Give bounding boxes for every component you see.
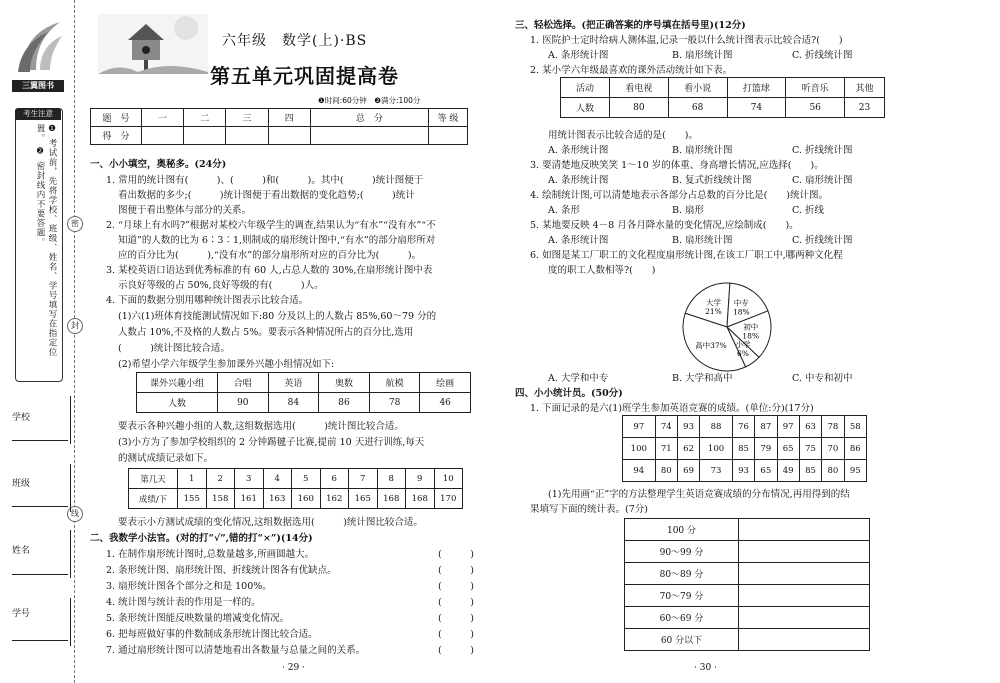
table-cell: 87 [755,416,777,438]
table-cell: 75 [799,438,821,460]
judge-item: 6. 把每班做好事的件数制成条形统计图比较合适。 [106,629,318,640]
choice-option: B. 扇形统计图 [672,50,733,61]
question-4-3-text: 要表示小方测试成绩的变化情况,这组数据选用( )统计图比较合适。 [118,517,423,528]
choice-option: B. 复式折线统计图 [672,175,752,186]
pie-slice-label: 小学 6% [735,340,751,359]
education-pie-chart [672,280,782,374]
table-cell: 161 [235,489,264,509]
judge-answer-paren[interactable]: ( ) [438,565,474,576]
choice-option: B. 扇形统计图 [672,235,733,246]
table-cell: 70～79 分 [625,585,739,607]
judge-answer-paren[interactable]: ( ) [438,645,474,656]
pie-slice-label: 中专 18% [732,298,750,317]
table-cell: 23 [845,98,885,118]
stats-question-1-text: 1. 下面记录的是六(1)班学生参加英语竞赛的成绩。(单位:分)(17分) [530,403,814,414]
table-cell: 74 [727,98,786,118]
choice-option: A. 条形统计图 [548,175,609,186]
question-4-2-text: 要表示各种兴趣小组的人数,这组数据选用( )统计图比较合适。 [118,421,404,432]
table-cell: 100 分 [625,519,739,541]
choice-6-text: 度的职工人数相等?( ) [548,265,656,276]
score-header-cell: 总 分 [310,109,428,127]
table-cell: 163 [263,489,292,509]
table-header-cell: 打篮球 [727,78,786,98]
student-id-label: 学号 [12,609,31,619]
notice-title: 考生注意 [15,108,61,120]
table-cell: 84 [268,393,319,413]
table-row [625,541,870,563]
question-4-1-text: ( )统计图比较合适。 [118,343,230,354]
field-divider [70,396,71,444]
table-header-cell: 8 [377,469,406,489]
stats-question-1-1-text: (1)先用画“正”字的方法整理学生英语竞赛成绩的分布情况,再用得到的结 [548,489,850,500]
question-4-3-text: 的测试成绩记录如下。 [118,453,214,464]
section-2-heading: 二、我数学小法官。(对的打“√”,错的打“×”)(14分) [90,533,313,544]
table-header-cell: 绘画 [420,373,471,393]
table-cell: 80 [655,460,677,482]
choice-option: B. 扇形统计图 [672,145,733,156]
score-cell[interactable] [268,127,310,145]
table-cell: 58 [844,416,866,438]
table-cell: 46 [420,393,471,413]
interest-group-table [136,372,471,413]
question-2-text: 2. “月球上有水吗?”根据对某校六年级学生的调查,结果认为“有水”“没有水”“不 [106,220,436,231]
table-cell: 97 [777,416,799,438]
judge-answer-paren[interactable]: ( ) [438,581,474,592]
table-cell: 71 [655,438,677,460]
question-4-1-text: (1)六(1)班体育技能测试情况如下:80 分及以上的人数占 85%,60～79 分的 [118,311,437,322]
table-cell: 65 [777,438,799,460]
table-cell: 95 [844,460,866,482]
question-4-2-text: (2)希望小学六年级学生参加课外兴趣小组情况如下: [118,359,335,370]
choice-5-text: 5. 某地要反映 4－8 月各月降水量的变化情况,应绘制成( )。 [530,220,799,231]
brand-logo-icon [14,18,64,76]
section-3-heading: 三、轻松选择。(把正确答案的序号填在括号里)(12分) [515,20,746,31]
table-cell: 93 [677,416,699,438]
table-cell: 158 [206,489,235,509]
table-cell: 162 [320,489,349,509]
score-header-cell: 等 级 [429,109,468,127]
question-2-text: 知道”的人数的比为 6∶3∶1,则制成的扇形统计图中,“有水”的部分扇形所对 [118,235,436,246]
question-1-text: 图便于看出整体与部分的关系。 [118,205,252,216]
field-divider [70,598,71,646]
table-header-cell: 航模 [369,373,420,393]
choice-option: C. 折线 [792,205,824,216]
choice-option: C. 中专和初中 [792,373,853,384]
table-cell: 79 [755,438,777,460]
table-row [623,438,867,460]
judge-item: 7. 通过扇形统计图可以清楚地看出各数量与总量之间的关系。 [106,645,366,656]
choice-option: A. 条形统计图 [548,235,609,246]
table-cell: 80～89 分 [625,563,739,585]
table-cell: 88 [700,416,733,438]
pie-slice-label: 高中37% [695,341,727,351]
table-cell: 97 [623,416,656,438]
table-header-cell: 2 [206,469,235,489]
question-2-text: 应的百分比为( ),“没有水”的部分扇形所对应的百分比为( )。 [118,250,422,261]
choice-3-text: 3. 要清楚地反映笑笑 1～10 岁的体重、身高增长情况,应选择( )。 [530,160,824,171]
english-score-grid [622,415,867,482]
section-4-heading: 四、小小统计员。(50分) [515,388,623,399]
school-field[interactable] [12,440,68,441]
stats-question-1-1-text: 果填写下面的统计表。(7分) [530,504,648,515]
answer-cell[interactable] [739,585,870,607]
question-4-1-text: 人数占 10%,不及格的人数占 5%。要表示各种情况所占的百分比,选用 [118,327,414,338]
pie-slice-label: 初中 18% [742,322,760,341]
question-1-text: 看出数据的多少;( )统计图便于看出数据的变化趋势;( )统计 [118,190,415,201]
table-header-cell: 奥数 [319,373,370,393]
table-cell: 76 [732,416,754,438]
page-title: 第五单元巩固提高卷 [210,64,399,88]
table-cell: 74 [655,416,677,438]
table-row [623,460,867,482]
table-cell: 49 [777,460,799,482]
table-cell: 85 [799,460,821,482]
table-header-cell: 英语 [268,373,319,393]
field-divider [70,464,71,512]
table-header-cell: 看小说 [668,78,727,98]
table-cell: 165 [349,489,378,509]
table-header-cell: 其他 [845,78,885,98]
table-cell: 78 [369,393,420,413]
seal-line [74,0,75,683]
table-row [625,563,870,585]
table-row [625,519,870,541]
table-row [625,607,870,629]
table-row [623,416,867,438]
class-label: 班级 [12,479,31,489]
table-header-cell: 6 [320,469,349,489]
question-4-text: 4. 下面的数据分别用哪种统计图表示比较合适。 [106,295,309,306]
score-header-cell: 三 [226,109,268,127]
judge-item: 4. 统计图与统计表的作用是一样的。 [106,597,261,608]
table-cell: 65 [755,460,777,482]
judge-item: 2. 条形统计图、扇形统计图、折线统计图各有优缺点。 [106,565,337,576]
seal-mark-xian: 线 [67,506,83,522]
seal-mark-mi: 密 [67,216,83,232]
table-cell: 86 [319,393,370,413]
table-header-cell: 5 [292,469,321,489]
score-cell[interactable] [310,127,428,145]
table-header-cell: 7 [349,469,378,489]
table-cell: 人数 [137,393,218,413]
table-cell: 成绩/下 [129,489,178,509]
table-header-cell: 合唱 [218,373,269,393]
score-header-cell: 题 号 [91,109,142,127]
score-cell[interactable] [226,127,268,145]
score-table [90,108,468,145]
score-row-label: 得 分 [91,127,142,145]
question-1-text: 1. 常用的统计图有( )、( )和( )。其中( )统计图便于 [106,175,424,186]
answer-cell[interactable] [739,519,870,541]
table-cell: 80 [822,460,844,482]
choice-option: A. 条形统计图 [548,50,609,61]
choice-2-text: 用统计图表示比较合适的是( )。 [548,130,698,141]
brand-name: 三翼图书 [12,80,64,92]
answer-cell[interactable] [739,541,870,563]
choice-option: A. 条形统计图 [548,145,609,156]
table-cell: 人数 [561,98,610,118]
table-header-cell: 课外兴趣小组 [137,373,218,393]
score-header-cell: 四 [268,109,310,127]
choice-option: C. 折线统计图 [792,50,853,61]
student-id-field[interactable] [12,640,68,641]
school-label: 学校 [12,413,31,423]
table-cell: 63 [799,416,821,438]
table-cell: 68 [668,98,727,118]
choice-option: C. 折线统计图 [792,145,853,156]
table-cell: 78 [822,416,844,438]
table-cell: 69 [677,460,699,482]
question-3-text: 示良好等级的占 50%,良好等级的有( )人。 [118,280,324,291]
grade-subject-subtitle: 六年级 数学(上)·BS [222,33,368,49]
judge-item: 5. 条形统计图能反映数量的增减变化情况。 [106,613,290,624]
table-cell: 56 [786,98,845,118]
pie-slice-label: 大学 21% [705,297,722,316]
table-cell: 168 [377,489,406,509]
table-cell: 73 [700,460,733,482]
table-header-cell: 9 [406,469,435,489]
score-header-cell: 二 [184,109,226,127]
table-row [625,629,870,651]
table-header-cell: 活动 [561,78,610,98]
table-cell: 155 [178,489,207,509]
judge-answer-paren[interactable]: ( ) [438,613,474,624]
table-cell: 160 [292,489,321,509]
table-cell: 86 [844,438,866,460]
section-1-heading: 一、小小填空，奥秘多。(24分) [90,159,227,170]
table-cell: 93 [732,460,754,482]
choice-4-text: 4. 绘制统计图,可以清楚地表示各部分占总数的百分比是( )统计图。 [530,190,829,201]
name-field[interactable] [12,574,68,575]
table-header-cell: 看电视 [610,78,669,98]
table-row [625,585,870,607]
table-cell: 60～69 分 [625,607,739,629]
choice-option: B. 大学和高中 [672,373,733,384]
activity-table [560,77,885,118]
table-cell: 100 [700,438,733,460]
judge-item: 1. 在制作扇形统计图时,总数量越多,所画圆越大。 [106,549,315,560]
choice-1-text: 1. 医院护士定时给病人测体温,记录一般以什么统计图表示比较合适?( ) [530,35,843,46]
choice-6-text: 6. 如图是某工厂职工的文化程度扇形统计图,在该工厂职工中,哪两种文化程 [530,250,843,261]
kick-record-table [128,468,463,509]
table-header-cell: 第几天 [129,469,178,489]
choice-option: A. 条形 [548,205,580,216]
table-cell: 60 分以下 [625,629,739,651]
question-4-3-text: (3)小方为了参加学校组织的 2 分钟踢毽子比赛,提前 10 天进行训练,每天 [118,437,425,448]
table-cell: 90 [218,393,269,413]
question-3-text: 3. 某校英语口语达到优秀标准的有 60 人,占总人数的 30%,在扇形统计图中表 [106,265,433,276]
seal-mark-feng: 封 [67,318,83,334]
answer-cell[interactable] [739,629,870,651]
table-cell: 80 [610,98,669,118]
choice-option: B. 扇形 [672,205,705,216]
choice-option: C. 扇形统计图 [792,175,853,186]
field-divider [70,530,71,578]
choice-option: C. 折线统计图 [792,235,853,246]
page-number: · 29 · [282,663,305,673]
table-cell: 94 [623,460,656,482]
table-header-cell: 3 [235,469,264,489]
score-distribution-table [624,518,870,651]
table-cell: 100 [623,438,656,460]
judge-answer-paren[interactable]: ( ) [438,629,474,640]
score-header-cell: 一 [142,109,184,127]
table-cell: 85 [732,438,754,460]
score-cell[interactable] [429,127,468,145]
judge-answer-paren[interactable]: ( ) [438,549,474,560]
table-header-cell: 10 [434,469,463,489]
notice-text: ❶ 考试前，先将学校、班级、姓名、学号填写在指定位置。 ❷ 密封线内不要答题。 [35,124,57,358]
table-cell: 70 [822,438,844,460]
choice-2-text: 2. 某小学六年级最喜欢的课外活动统计如下表。 [530,65,733,76]
table-cell: 62 [677,438,699,460]
table-cell: 168 [406,489,435,509]
table-header-cell: 4 [263,469,292,489]
name-label: 姓名 [12,546,31,556]
birdhouse-illustration-icon [98,14,208,74]
table-cell: 90～99 分 [625,541,739,563]
answer-cell[interactable] [739,607,870,629]
judge-item: 3. 扇形统计图各个部分之和是 100%。 [106,581,272,592]
table-cell: 170 [434,489,463,509]
judge-answer-paren[interactable]: ( ) [438,597,474,608]
score-cell[interactable] [142,127,184,145]
table-header-cell: 听音乐 [786,78,845,98]
exam-info: ❶时间:60分钟 ❷满分:100分 [318,96,421,105]
page-number: · 30 · [694,663,717,673]
score-cell[interactable] [184,127,226,145]
answer-cell[interactable] [739,563,870,585]
table-header-cell: 1 [178,469,207,489]
choice-option: A. 大学和中专 [548,373,609,384]
class-field[interactable] [12,506,68,507]
